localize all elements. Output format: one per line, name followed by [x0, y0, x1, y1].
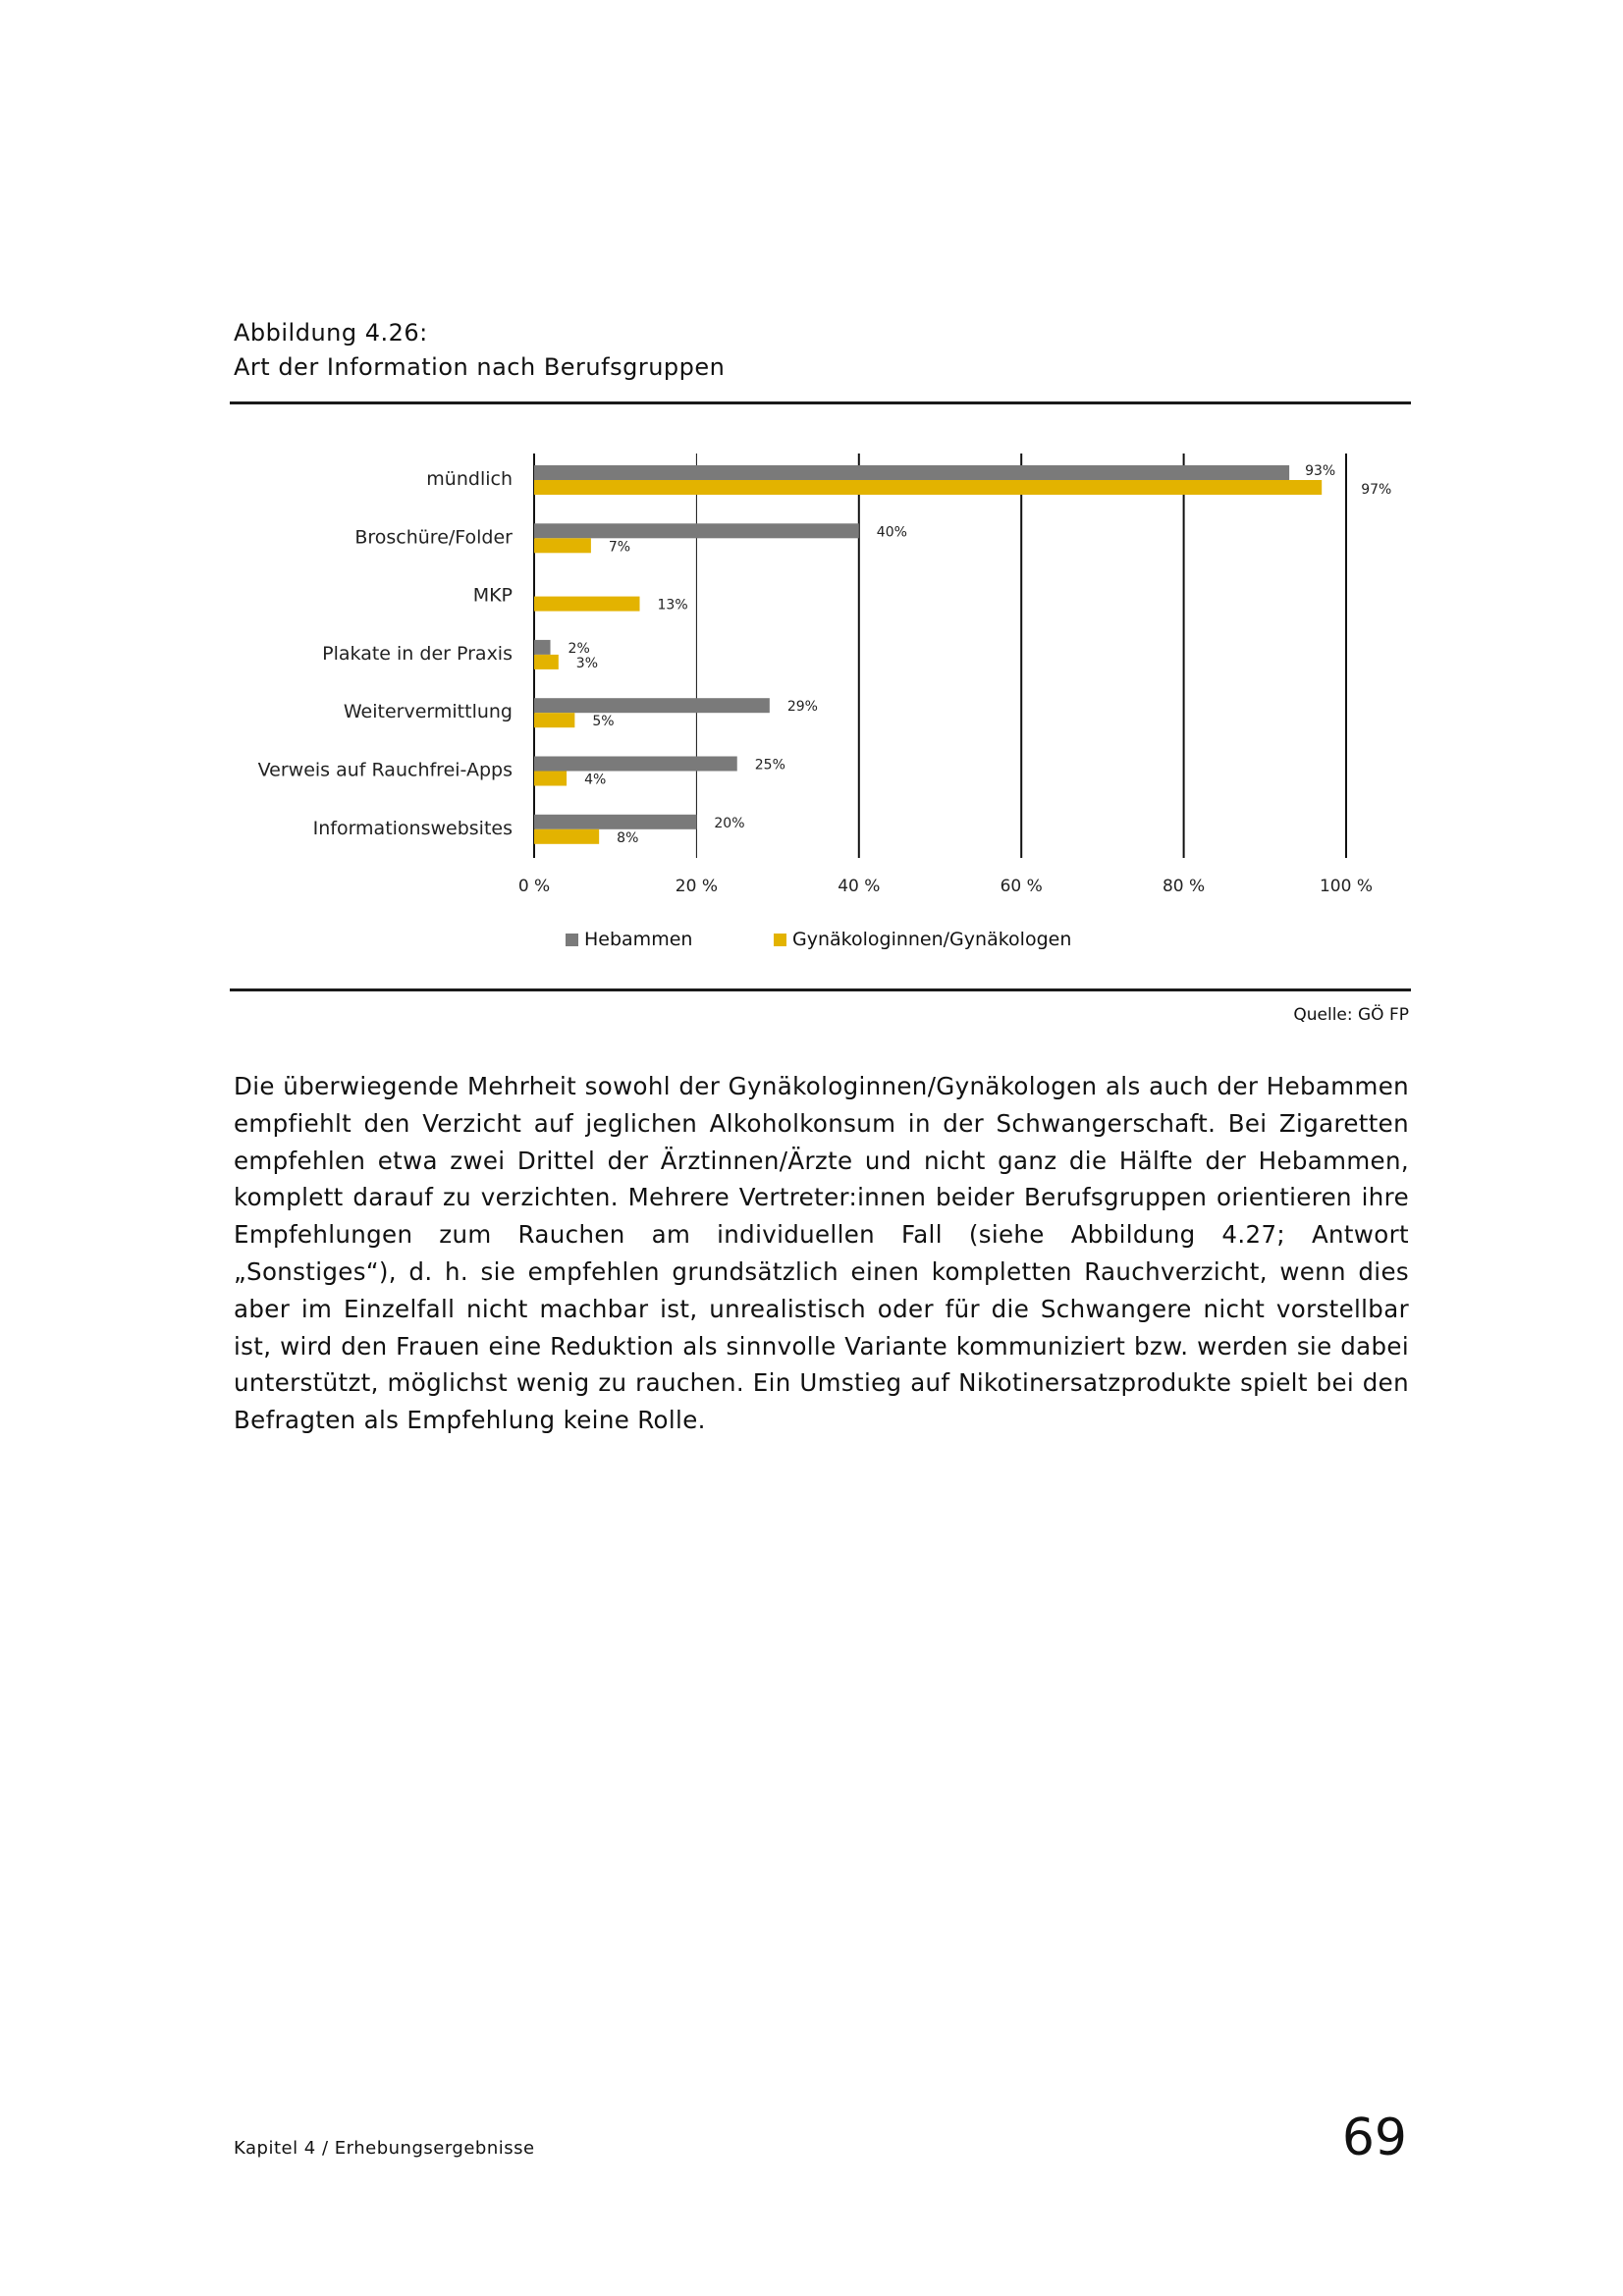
data-label-hebammen: 93%	[1305, 463, 1336, 479]
data-label-gynaekologen: 4%	[584, 772, 607, 788]
legend-swatch-gynaekologen	[774, 934, 786, 946]
bar-hebammen	[534, 815, 696, 829]
bar-hebammen	[534, 465, 1289, 480]
bar-hebammen	[534, 640, 551, 655]
bar-gynaekologen	[534, 655, 559, 669]
figure-title: Art der Information nach Berufsgruppen	[234, 353, 726, 381]
data-label-gynaekologen: 97%	[1361, 482, 1392, 498]
category-label: Weitervermittlung	[343, 701, 513, 723]
category-label: Broschüre/Folder	[354, 526, 513, 549]
category-label: MKP	[472, 584, 513, 607]
legend-item-gynaekologen	[774, 929, 1071, 950]
body-paragraph: Die überwiegende Mehrheit sowohl der Gynäkologinnen/Gynäkologen als auch der Hebammen empfiehlt den Verzicht auf jeglichen Alkoholkonsum in der Schwangerschaft. Bei Zigaretten empfehlen etwa zwei Drittel der Ärztinnen/Ärzte und nicht ganz die Hälfte der Hebammen, komplett darauf zu verzichten. Mehrere Vertreter:innen beider Berufsgruppen orientieren ihre Empfehlungen zum Rauchen am individuellen Fall (siehe Abbildung 4.27; Antwort „Sonstiges“), d. h. sie empfehlen grundsätzlich einen kompletten Rauchverzicht, wenn dies aber im Einzelfall nicht machbar ist, unrealistisch oder für die Schwangere nicht vorstellbar ist, wird den Frauen eine Reduktion als sinnvolle Variante kommuniziert bzw. werden sie dabei unterstützt, möglichst wenig zu rauchen. Ein Umstieg auf Nikotinersatzprodukte spielt bei den Befragten als Empfehlung keine Rolle.	[234, 1072, 1409, 1435]
data-label-hebammen: 40%	[876, 524, 907, 541]
category-label: Informationswebsites	[312, 817, 513, 839]
data-label-hebammen: 25%	[754, 757, 785, 774]
x-tick-label: 100 %	[1319, 877, 1374, 896]
page-number: 69	[1341, 2109, 1407, 2167]
bottom-rule	[230, 988, 1411, 991]
legend-label-hebammen: Hebammen	[584, 929, 693, 950]
data-label-gynaekologen: 3%	[575, 655, 599, 671]
category-label: Plakate in der Praxis	[322, 642, 513, 665]
data-label-gynaekologen: 8%	[617, 829, 639, 846]
x-tick-label: 20 %	[675, 877, 719, 896]
x-tick-label: 0 %	[517, 877, 551, 896]
bar-gynaekologen	[534, 538, 591, 553]
body-text	[234, 1068, 1409, 1439]
data-label-gynaekologen: 7%	[608, 539, 631, 556]
legend-label-gynaekologen: Gynäkologinnen/Gynäkologen	[792, 929, 1072, 950]
bar-hebammen	[534, 698, 770, 713]
bar-gynaekologen	[534, 597, 640, 612]
data-label-hebammen: 29%	[786, 699, 818, 716]
legend-swatch-hebammen	[566, 934, 578, 946]
data-label-hebammen: 20%	[714, 815, 745, 831]
figure-caption	[234, 316, 725, 385]
data-label-gynaekologen: 13%	[657, 597, 688, 614]
source-note: Quelle: GÖ FP	[1293, 1005, 1409, 1025]
bar-gynaekologen	[534, 829, 599, 844]
bar-gynaekologen	[534, 713, 574, 727]
legend-item-hebammen	[566, 929, 692, 950]
bar-gynaekologen	[534, 480, 1322, 495]
bar-gynaekologen	[534, 772, 567, 786]
footer-chapter: Kapitel 4 / Erhebungsergebnisse	[234, 2138, 535, 2159]
bar-chart	[230, 404, 1408, 984]
x-tick-label: 40 %	[838, 877, 881, 896]
data-label-gynaekologen: 5%	[592, 714, 615, 730]
x-tick-label: 80 %	[1162, 877, 1206, 896]
category-label: mündlich	[426, 468, 513, 490]
category-label: Verweis auf Rauchfrei-Apps	[257, 759, 513, 781]
data-label-hebammen: 2%	[568, 640, 590, 657]
x-tick-label: 60 %	[1000, 877, 1043, 896]
figure-label: Abbildung 4.26:	[234, 319, 428, 347]
bar-hebammen	[534, 757, 737, 772]
bar-hebammen	[534, 523, 859, 538]
